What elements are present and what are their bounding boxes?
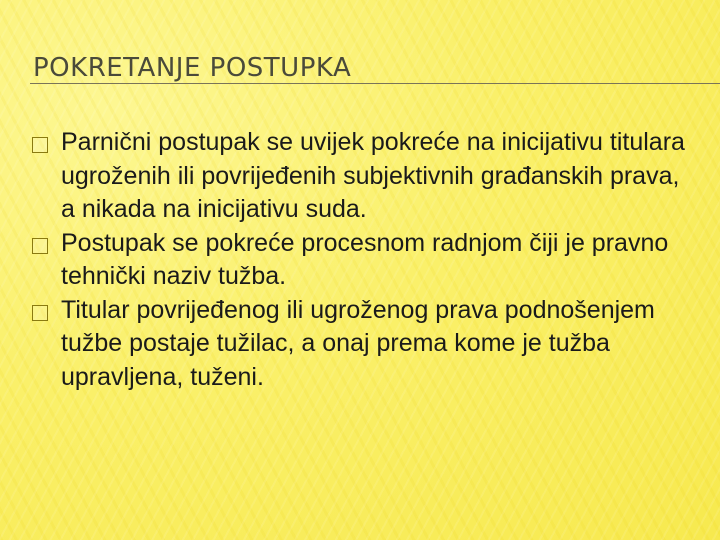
square-bullet-icon — [32, 137, 48, 153]
bullet-text: Postupak se pokreće procesnom radnjom čiji je pravno tehnički naziv tužba. — [61, 228, 669, 290]
square-bullet-icon — [32, 238, 48, 254]
title-underline — [30, 83, 720, 84]
bullet-text: Parnični postupak se uvijek pokreće na inicijativu titulara ugroženih ili povrijeđenih subjektivnih građanskih prava, a nikada na inicijativu suda. — [61, 128, 685, 223]
slide-title: POKRETANJE POSTUPKA — [33, 53, 352, 83]
bullet-item — [30, 294, 700, 395]
bullet-item — [30, 126, 700, 227]
bullet-list — [30, 126, 700, 394]
square-bullet-icon — [32, 305, 48, 321]
bullet-item — [30, 227, 700, 294]
bullet-text: Titular povrijeđenog ili ugroženog prava podnošenjem tužbe postaje tužilac, a onaj prema kome je tužba upravljena, tuženi. — [61, 295, 655, 391]
